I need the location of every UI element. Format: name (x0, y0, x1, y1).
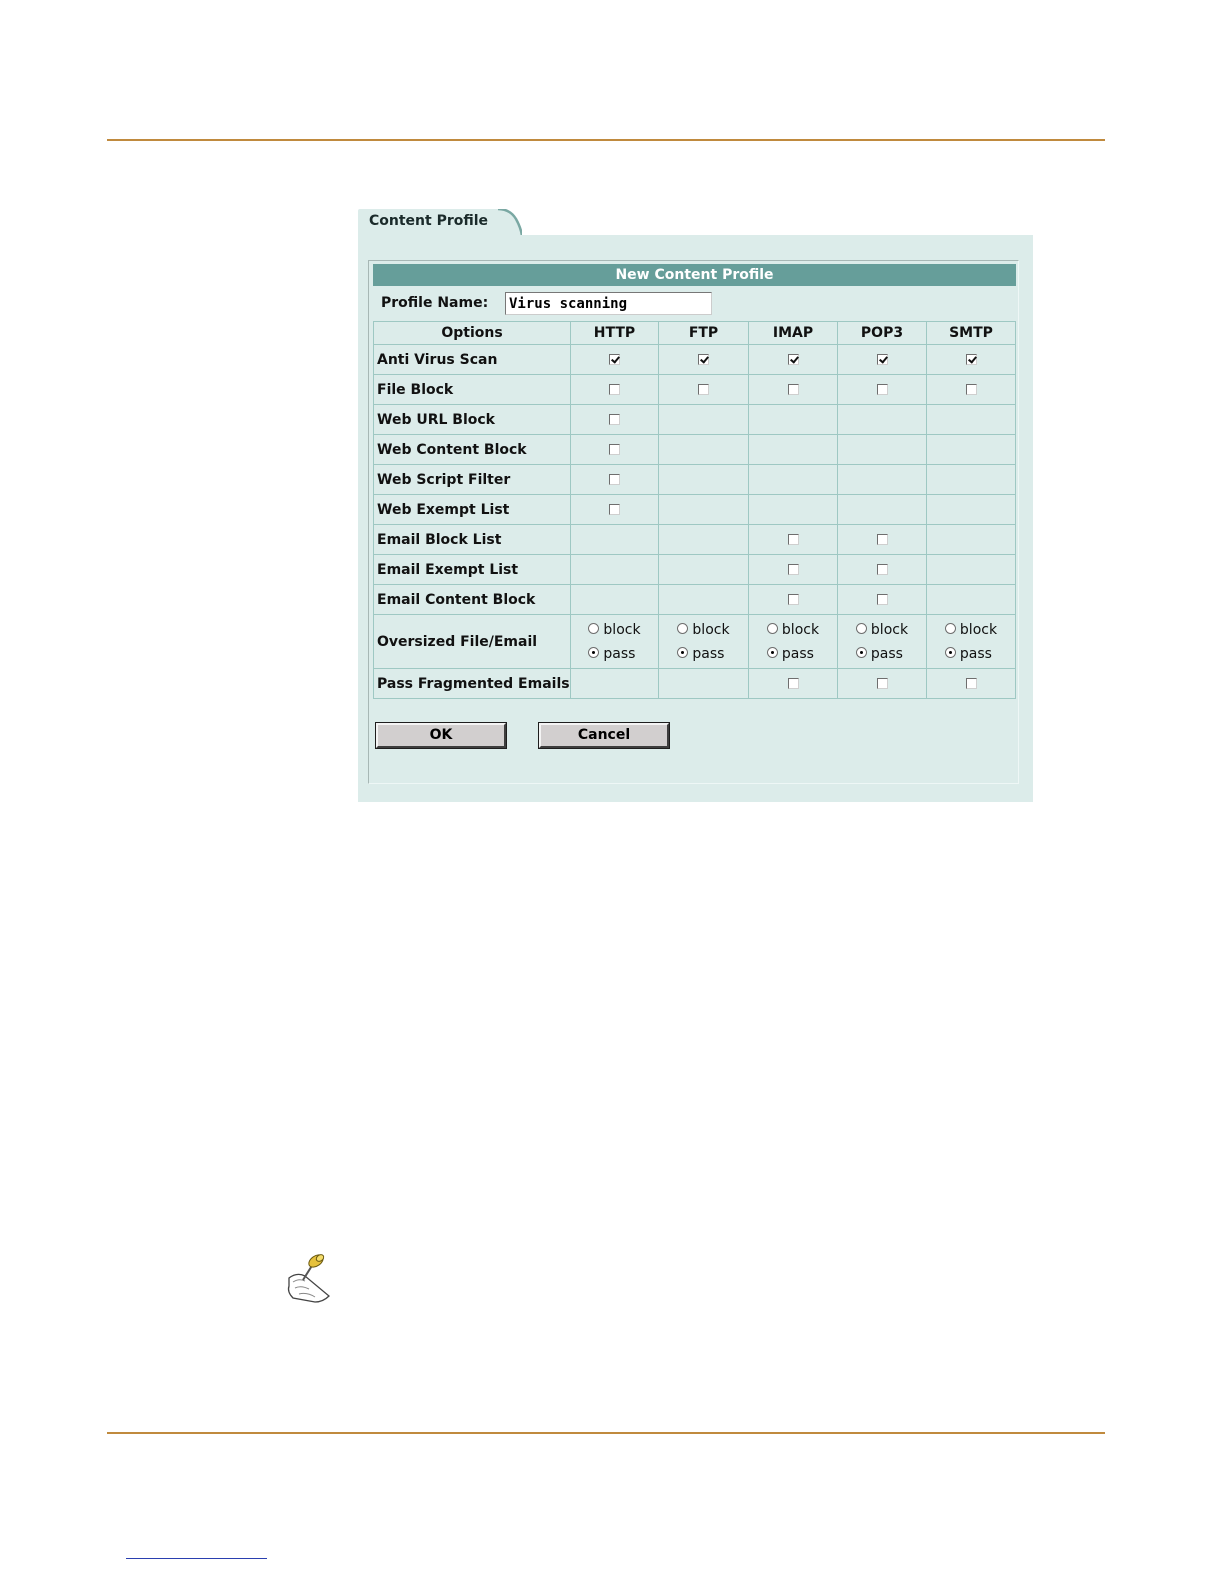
empty-cell (927, 495, 1016, 525)
tab-content-profile[interactable] (358, 209, 522, 236)
web-content-block-http-checkbox[interactable] (609, 444, 620, 455)
table-row (374, 435, 1016, 465)
web-url-block-http-checkbox[interactable] (609, 414, 620, 425)
empty-cell (659, 435, 749, 465)
empty-cell (749, 405, 838, 435)
table-row (374, 615, 1016, 669)
radio-label: pass (781, 645, 814, 662)
oversized-smtp-pass-option[interactable] (945, 642, 997, 666)
col-header-ftp: FTP (659, 322, 749, 345)
web-exempt-list-http-checkbox[interactable] (609, 504, 620, 515)
row-label: Web Script Filter (374, 465, 571, 495)
file-block-http-checkbox[interactable] (609, 384, 620, 395)
col-header-smtp: SMTP (927, 322, 1016, 345)
empty-cell (659, 555, 749, 585)
oversized-imap-block-option[interactable] (767, 618, 819, 642)
empty-cell (571, 525, 659, 555)
row-label: Pass Fragmented Emails (374, 669, 571, 699)
pass-fragmented-smtp-checkbox[interactable] (966, 678, 977, 689)
pass-fragmented-pop3-checkbox[interactable] (877, 678, 888, 689)
empty-cell (659, 405, 749, 435)
radio-label: pass (692, 645, 725, 662)
table-header-row (374, 322, 1016, 345)
file-block-pop3-checkbox[interactable] (877, 384, 888, 395)
footer-link-underline[interactable] (126, 1558, 267, 1559)
empty-cell (571, 669, 659, 699)
empty-cell (927, 465, 1016, 495)
empty-cell (659, 525, 749, 555)
email-exempt-list-pop3-checkbox[interactable] (877, 564, 888, 575)
row-label: Email Content Block (374, 585, 571, 615)
pass-fragmented-imap-checkbox[interactable] (788, 678, 799, 689)
anti-virus-pop3-checkbox[interactable] (877, 354, 888, 365)
empty-cell (659, 465, 749, 495)
radio-label: block (959, 621, 998, 638)
oversized-pop3-block-radio[interactable] (856, 623, 867, 634)
empty-cell (927, 405, 1016, 435)
empty-cell (838, 465, 927, 495)
empty-cell (571, 585, 659, 615)
anti-virus-http-checkbox[interactable] (609, 354, 620, 365)
email-exempt-list-imap-checkbox[interactable] (788, 564, 799, 575)
col-header-http: HTTP (571, 322, 659, 345)
content-profile-panel (358, 235, 1033, 802)
empty-cell (838, 435, 927, 465)
row-label: Email Exempt List (374, 555, 571, 585)
email-block-list-pop3-checkbox[interactable] (877, 534, 888, 545)
oversized-smtp-block-option[interactable] (945, 618, 997, 642)
empty-cell (659, 669, 749, 699)
row-label: Oversized File/Email (374, 615, 571, 669)
email-block-list-imap-checkbox[interactable] (788, 534, 799, 545)
oversized-pop3-radio-group (856, 618, 908, 666)
table-row (374, 345, 1016, 375)
oversized-http-block-radio[interactable] (588, 623, 599, 634)
empty-cell (927, 525, 1016, 555)
anti-virus-smtp-checkbox[interactable] (966, 354, 977, 365)
oversized-pop3-pass-radio[interactable] (856, 647, 867, 658)
oversized-smtp-pass-radio[interactable] (945, 647, 956, 658)
empty-cell (927, 555, 1016, 585)
empty-cell (927, 585, 1016, 615)
anti-virus-ftp-checkbox[interactable] (698, 354, 709, 365)
radio-label: block (870, 621, 909, 638)
col-header-imap: IMAP (749, 322, 838, 345)
oversized-ftp-radio-group (677, 618, 729, 666)
note-pushpin-icon (283, 1252, 335, 1310)
profile-name-label: Profile Name: (381, 295, 489, 311)
anti-virus-imap-checkbox[interactable] (788, 354, 799, 365)
profile-name-input[interactable] (505, 292, 712, 315)
row-label: Web URL Block (374, 405, 571, 435)
radio-label: pass (870, 645, 903, 662)
empty-cell (659, 495, 749, 525)
oversized-ftp-pass-option[interactable] (677, 642, 729, 666)
row-label: File Block (374, 375, 571, 405)
ok-button[interactable]: OK (376, 723, 506, 748)
form-header: New Content Profile (373, 264, 1016, 286)
oversized-http-pass-radio[interactable] (588, 647, 599, 658)
oversized-imap-pass-radio[interactable] (767, 647, 778, 658)
table-row (374, 495, 1016, 525)
tab-label: Content Profile (369, 213, 489, 229)
oversized-ftp-block-radio[interactable] (677, 623, 688, 634)
radio-label: block (692, 621, 730, 638)
oversized-ftp-pass-radio[interactable] (677, 647, 688, 658)
table-row (374, 405, 1016, 435)
empty-cell (927, 435, 1016, 465)
empty-cell (659, 585, 749, 615)
radio-label: block (603, 621, 641, 638)
empty-cell (749, 435, 838, 465)
cancel-button[interactable]: Cancel (539, 723, 669, 748)
col-header-options: Options (374, 322, 571, 345)
empty-cell (749, 495, 838, 525)
empty-cell (838, 495, 927, 525)
oversized-ftp-block-option[interactable] (677, 618, 729, 642)
radio-label: pass (603, 645, 636, 662)
radio-label: block (781, 621, 820, 638)
email-content-block-pop3-checkbox[interactable] (877, 594, 888, 605)
row-label: Web Exempt List (374, 495, 571, 525)
oversized-imap-pass-option[interactable] (767, 642, 819, 666)
empty-cell (749, 465, 838, 495)
empty-cell (571, 555, 659, 585)
row-label: Web Content Block (374, 435, 571, 465)
oversized-http-block-option[interactable] (588, 618, 640, 642)
file-block-smtp-checkbox[interactable] (966, 384, 977, 395)
radio-label: pass (959, 645, 992, 662)
oversized-http-radio-group (588, 618, 640, 666)
oversized-http-pass-option[interactable] (588, 642, 640, 666)
row-label: Email Block List (374, 525, 571, 555)
options-table (373, 321, 1016, 699)
oversized-smtp-block-radio[interactable] (945, 623, 956, 634)
row-label: Anti Virus Scan (374, 345, 571, 375)
empty-cell (838, 405, 927, 435)
oversized-pop3-pass-option[interactable] (856, 642, 908, 666)
oversized-imap-radio-group (767, 618, 819, 666)
table-row (374, 375, 1016, 405)
table-row (374, 465, 1016, 495)
oversized-pop3-block-option[interactable] (856, 618, 908, 642)
email-content-block-imap-checkbox[interactable] (788, 594, 799, 605)
table-row (374, 555, 1016, 585)
oversized-smtp-radio-group (945, 618, 997, 666)
file-block-ftp-checkbox[interactable] (698, 384, 709, 395)
table-row (374, 525, 1016, 555)
table-row (374, 585, 1016, 615)
bottom-rule (107, 1432, 1105, 1434)
web-script-filter-http-checkbox[interactable] (609, 474, 620, 485)
table-row (374, 669, 1016, 699)
file-block-imap-checkbox[interactable] (788, 384, 799, 395)
top-rule (107, 139, 1105, 141)
oversized-imap-block-radio[interactable] (767, 623, 778, 634)
col-header-pop3: POP3 (838, 322, 927, 345)
